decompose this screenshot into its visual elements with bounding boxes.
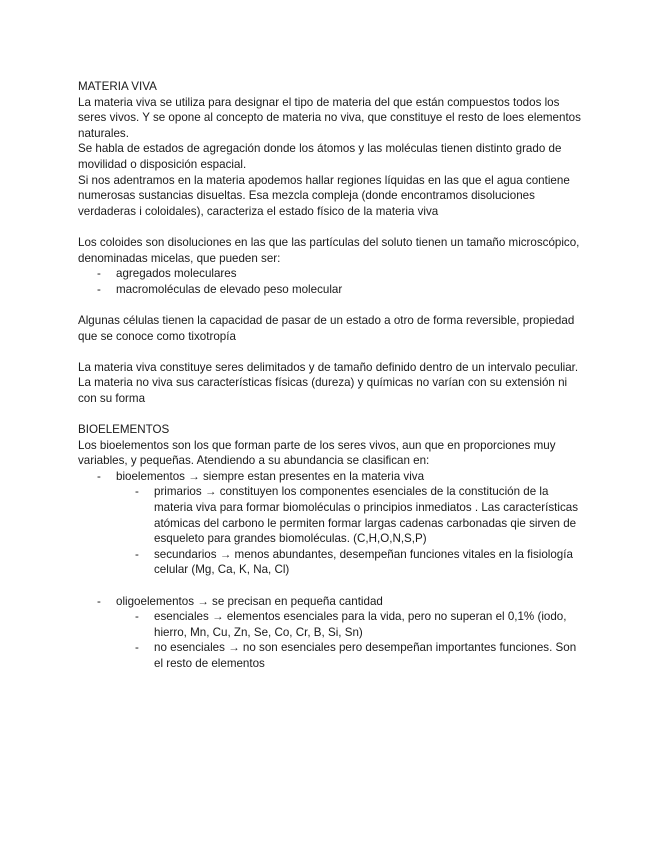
spacer — [78, 297, 583, 313]
list-item: - agregados moleculares — [78, 266, 583, 282]
spacer — [78, 344, 583, 360]
bioelementos-sublist — [78, 484, 583, 578]
list-item-esenciales: - esenciales → elementos esenciales para la vida, pero no superan el 0,1% (iodo, hierro, Mn, Cu, Zn, Se, Co, Cr, B, Si, Sn) — [78, 609, 583, 640]
list-item-secundarios: - secundarios → menos abundantes, desempeñan funciones vitales en la fisiología celular (Mg, Ca, K, Na, Cl) — [78, 547, 583, 578]
list-item-no-esenciales: - no esenciales → no son esenciales pero desempeñan importantes funciones. Son el resto de elementos — [78, 640, 583, 671]
list-item-bioelementos: - bioelementos → siempre estan presentes en la materia viva — [78, 469, 583, 485]
spacer — [78, 406, 583, 422]
list-item-oligoelementos: - oligoelementos → se precisan en pequeña cantidad — [78, 594, 583, 610]
oligoelementos-sublist — [78, 609, 583, 671]
coloides-list — [78, 266, 583, 297]
paragraph: La materia viva constituye seres delimitados y de tamaño definido dentro de un intervalo peculiar. — [78, 360, 579, 374]
oligoelementos-list — [78, 594, 583, 610]
document-body — [78, 79, 583, 672]
paragraph: Algunas células tienen la capacidad de pasar de un estado a otro de forma reversible, propiedad que se conoce como tixotropía — [78, 313, 575, 343]
bioelementos-list — [78, 469, 583, 485]
spacer — [78, 219, 583, 235]
list-item-primarios: - primarios → constituyen los componentes esenciales de la constitución de la materia viva para formar biomoléculas o principios inmediatos . Las características atómicas del carbono le permiten formar largas cadenas carbonadas qie sirven de esqueleto para grandes biomoléculas. (C,H,O,N,S,P) — [78, 484, 583, 546]
section-title-bioelementos: BIOELEMENTOS — [78, 423, 170, 437]
spacer — [78, 578, 583, 594]
section-title-materia-viva: MATERIA VIVA — [78, 80, 157, 93]
paragraph: Se habla de estados de agregación donde los átomos y las moléculas tienen distinto grado de movilidad o disposición espacial. — [78, 142, 562, 171]
paragraph: La materia no viva sus características físicas (dureza) y químicas no varían con su extensión ni con su forma — [78, 376, 568, 405]
paragraph: Los coloides son disoluciones en las que las partículas del soluto tienen un tamaño microscópico, denominadas micelas, que pueden ser: — [78, 235, 580, 265]
paragraph: La materia viva se utiliza para designar el tipo de materia del que están compuestos todos los seres vivos. Y se opone al concepto de materia no viva, que constituye el resto de loes elementos naturales. — [78, 95, 581, 140]
paragraph: Si nos adentramos en la materia apodemos hallar regiones líquidas en las que el agua contiene numerosas sustancias disueltas. Esa mezcla compleja (donde encontramos disoluciones verdaderas i coloidales), caracteriza el estado físico de la materia viva — [78, 173, 570, 218]
paragraph: Los bioelementos son los que forman parte de los seres vivos, aun que en proporciones muy variables, y pequeñas. Atendiendo a su abundancia se clasifican en: — [78, 438, 556, 468]
list-item: - macromoléculas de elevado peso molecular — [78, 282, 583, 298]
